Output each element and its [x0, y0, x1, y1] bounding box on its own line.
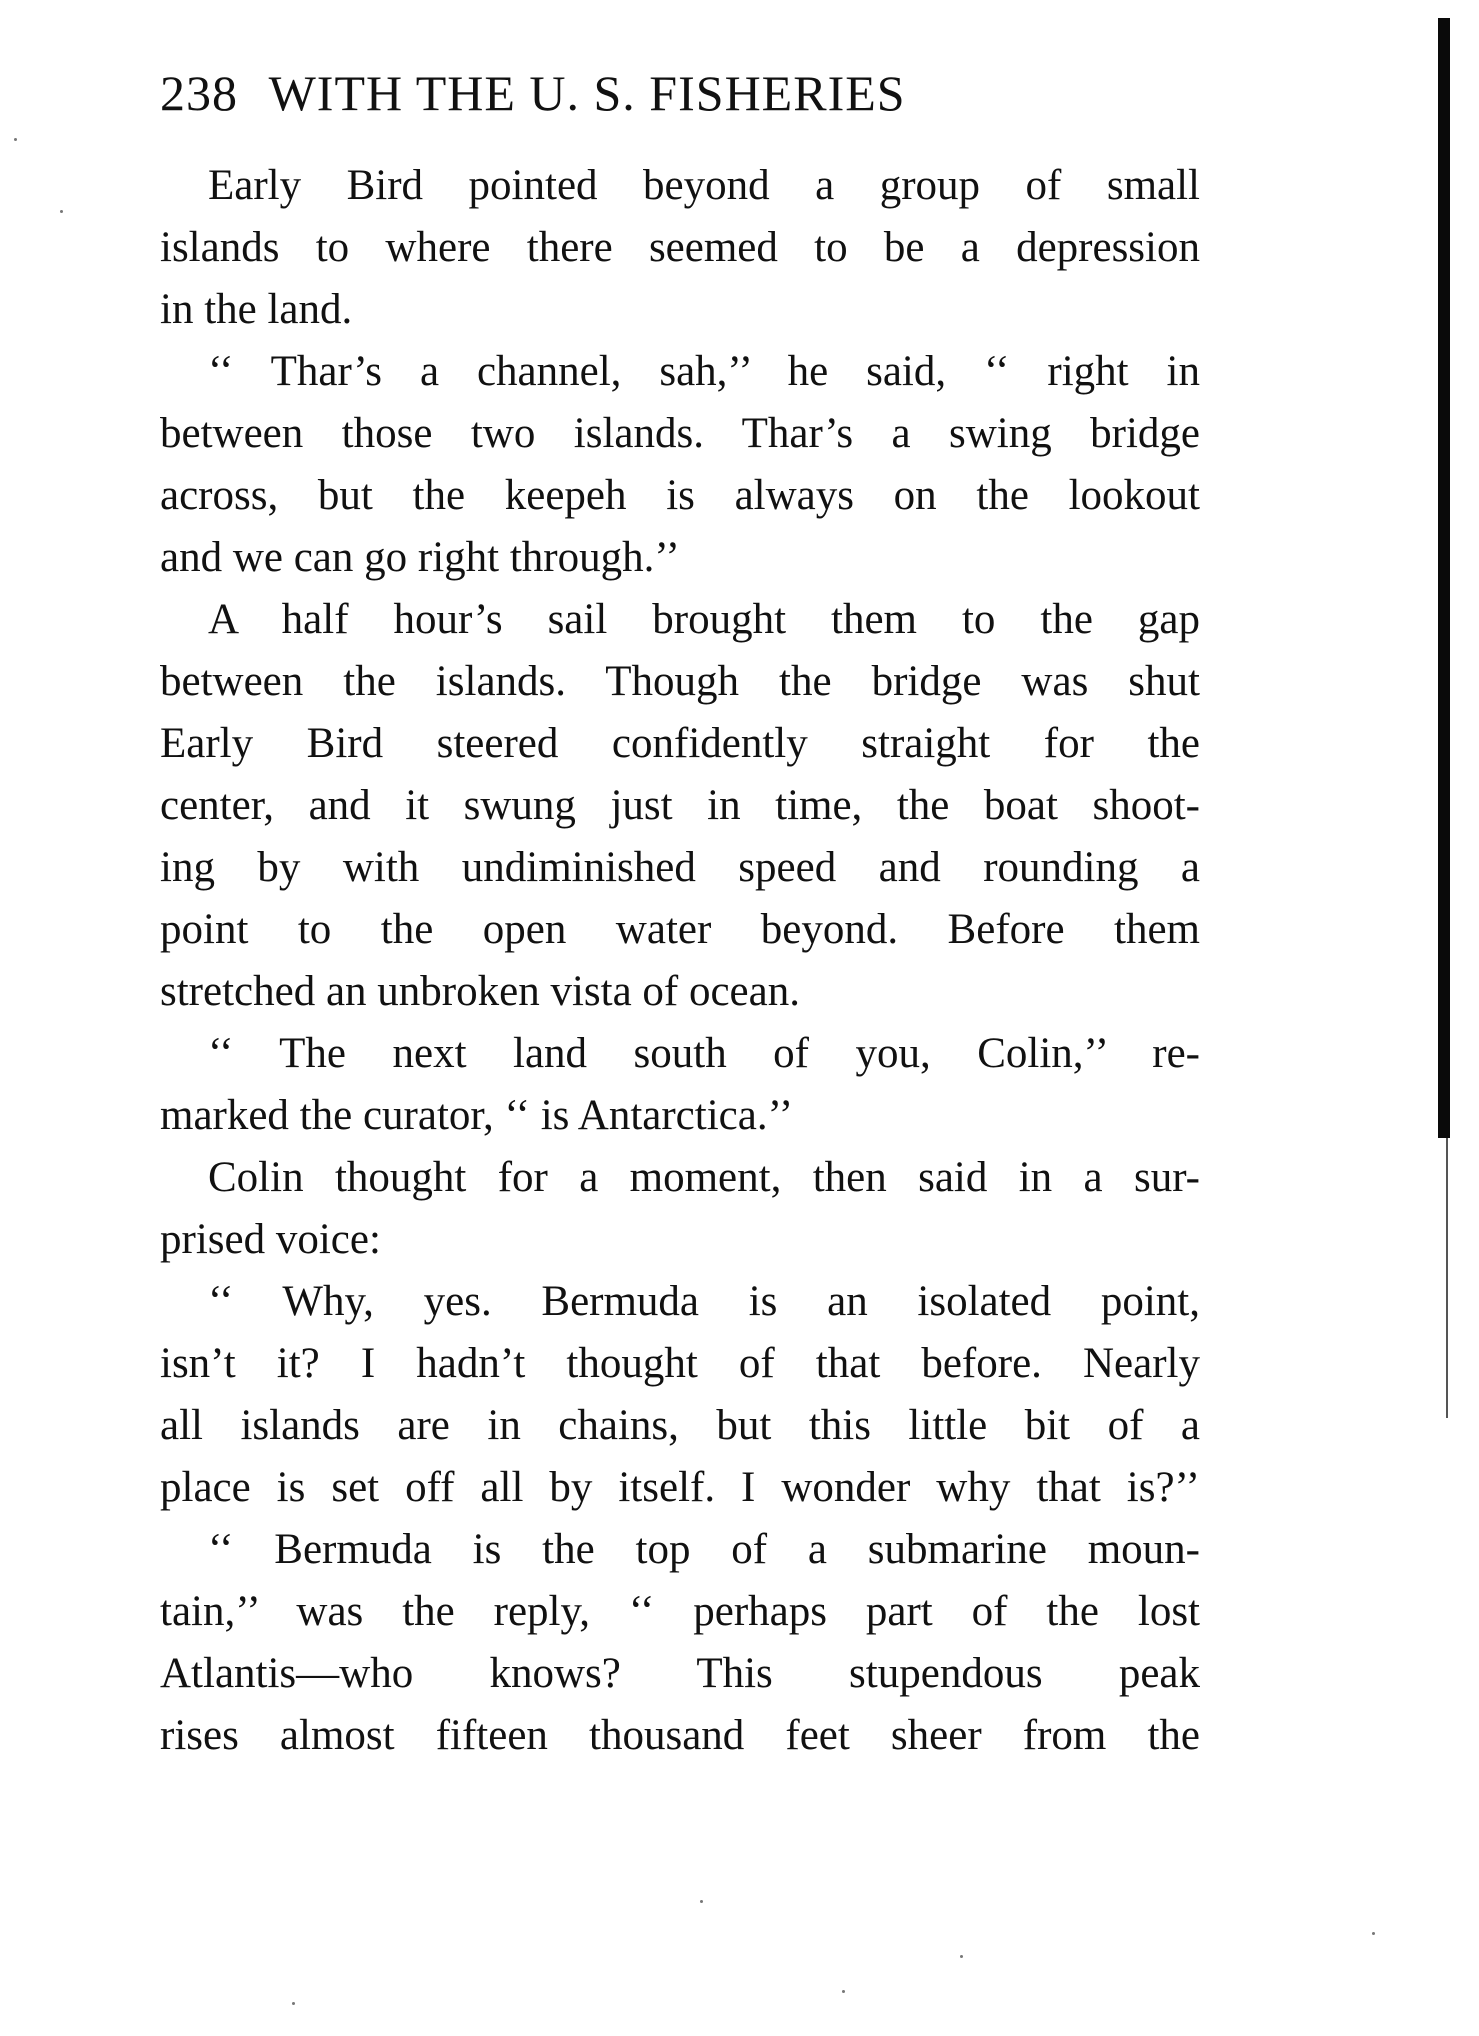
- body-text: [160, 155, 1200, 1767]
- text-line: all islands are in chains, but this little bit of a: [160, 1402, 1200, 1449]
- text-line: center, and it swung just in time, the boat shoot-: [160, 782, 1200, 829]
- text-line: prised voice:: [160, 1216, 381, 1263]
- scan-speck: [14, 138, 17, 141]
- page-edge-line: [1446, 1138, 1448, 1418]
- text-line: isn’t it? I hadn’t thought of that before. Nearly: [160, 1340, 1200, 1387]
- text-line: Colin thought for a moment, then said in a sur-: [208, 1154, 1200, 1201]
- scan-speck: [60, 210, 63, 213]
- scan-speck: [1372, 1932, 1375, 1935]
- text-line: rises almost fifteen thousand feet sheer from the: [160, 1712, 1200, 1759]
- text-line: between those two islands. Thar’s a swing bridge: [160, 410, 1200, 457]
- text-line: Atlantis—who knows? This stupendous peak: [160, 1650, 1200, 1697]
- scan-speck: [960, 1955, 963, 1958]
- text-line: place is set off all by itself. I wonder why that is?’’: [160, 1464, 1200, 1511]
- running-head: [160, 64, 906, 122]
- text-line: tain,’’ was the reply, ‘‘ perhaps part of the lost: [160, 1588, 1200, 1635]
- text-line: and we can go right through.’’: [160, 534, 680, 581]
- text-line: islands to where there seemed to be a depression: [160, 224, 1200, 271]
- text-line: ‘‘ Thar’s a channel, sah,’’ he said, ‘‘ right in: [208, 348, 1200, 395]
- text-line: ‘‘ Bermuda is the top of a submarine moun-: [208, 1526, 1200, 1573]
- text-line: across, but the keepeh is always on the lookout: [160, 472, 1200, 519]
- scan-speck: [842, 1990, 845, 1993]
- page-edge-shadow: [1438, 18, 1450, 1138]
- text-line: Early Bird pointed beyond a group of small: [208, 162, 1200, 209]
- text-line: ing by with undiminished speed and rounding a: [160, 844, 1200, 891]
- text-line: marked the curator, ‘‘ is Antarctica.’’: [160, 1092, 794, 1139]
- text-line: stretched an unbroken vista of ocean.: [160, 968, 800, 1015]
- page-number: 238: [160, 65, 238, 121]
- text-line: in the land.: [160, 286, 353, 333]
- text-line: A half hour’s sail brought them to the gap: [208, 596, 1200, 643]
- scan-speck: [700, 1900, 703, 1903]
- scan-speck: [292, 2002, 295, 2005]
- text-line: ‘‘ Why, yes. Bermuda is an isolated point,: [208, 1278, 1200, 1325]
- text-line: Early Bird steered confidently straight for the: [160, 720, 1200, 767]
- text-line: between the islands. Though the bridge was shut: [160, 658, 1200, 705]
- running-title: WITH THE U. S. FISHERIES: [268, 65, 906, 121]
- text-line: point to the open water beyond. Before them: [160, 906, 1200, 953]
- text-line: ‘‘ The next land south of you, Colin,’’ re-: [208, 1030, 1200, 1077]
